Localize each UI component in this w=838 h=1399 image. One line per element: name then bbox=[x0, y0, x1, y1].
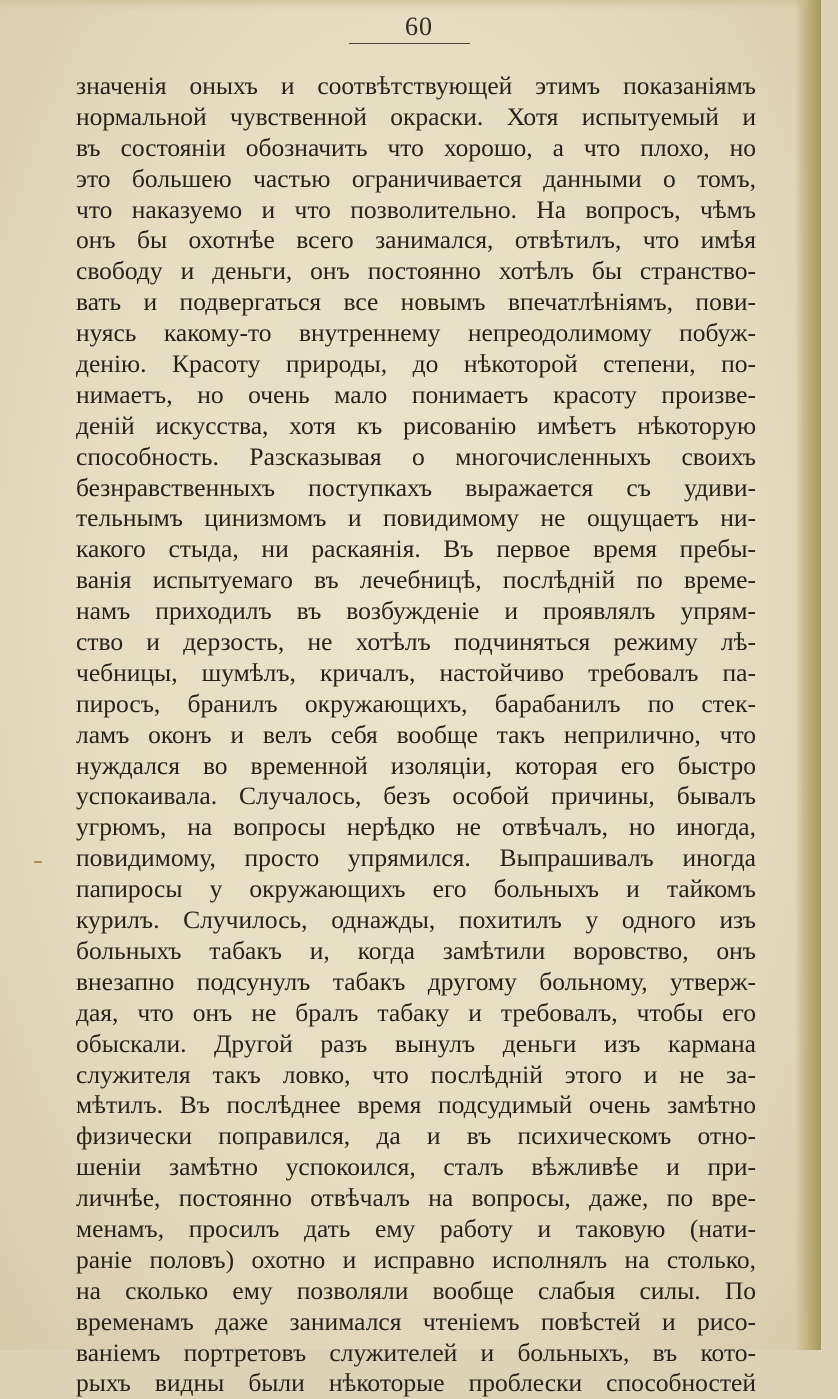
text-line: раніе половъ) охотно и исправно исполнялъ на столько, bbox=[76, 1244, 756, 1274]
text-line: тельнымъ цинизмомъ и повидимому не ощущаетъ ни- bbox=[76, 503, 756, 533]
text-line: въ состояніи обозначить что хорошо, а что плохо, но bbox=[76, 132, 756, 162]
text-line: угрюмъ, на вопросы нерѣдко не отвѣчалъ, но иногда, bbox=[76, 812, 756, 842]
page-right-edge bbox=[795, 0, 821, 1350]
text-line: свободу и деньги, онъ постоянно хотѣлъ бы странство- bbox=[76, 256, 756, 286]
text-line: успокаивала. Случалось, безъ особой причины, бывалъ bbox=[76, 781, 756, 811]
text-line: онъ бы охотнѣе всего занимался, отвѣтилъ, что имѣя bbox=[76, 225, 756, 255]
text-line: повидимому, просто упрямился. Выпрашивалъ иногда bbox=[76, 843, 756, 873]
text-line: деній искусства, хотя къ рисованію имѣетъ нѣкоторую bbox=[76, 410, 756, 440]
text-line: шеніи замѣтно успокоился, сталъ вѣжливѣе и при- bbox=[76, 1152, 756, 1182]
text-line: безнравственныхъ поступкахъ выражается съ удиви- bbox=[76, 472, 756, 502]
text-line: мѣтилъ. Въ послѣднее время подсудимый очень замѣтно bbox=[76, 1090, 756, 1120]
text-line: нормальной чувственной окраски. Хотя испытуемый и bbox=[76, 101, 756, 131]
text-line: курилъ. Случилось, однажды, похитилъ у одного изъ bbox=[76, 905, 756, 935]
header-rule bbox=[349, 43, 470, 44]
text-line: личнѣе, постоянно отвѣчалъ на вопросы, даже, по вре- bbox=[76, 1183, 756, 1213]
text-line: физически поправился, да и въ психическомъ отно- bbox=[76, 1121, 756, 1151]
text-line: ванія испытуемаго въ лечебницѣ, послѣдній по време- bbox=[76, 565, 756, 595]
text-line: что наказуемо и что позволительно. На вопросъ, чѣмъ bbox=[76, 194, 756, 224]
text-line: какого стыда, ни раскаянія. Въ первое время пребы- bbox=[76, 534, 756, 564]
text-line: временамъ даже занимался чтеніемъ повѣстей и рисо- bbox=[76, 1306, 756, 1336]
page-top-edge bbox=[0, 0, 821, 10]
text-line: дая, что онъ не бралъ табаку и требовалъ, чтобы его bbox=[76, 997, 756, 1027]
text-line: это большею частью ограничивается данными о томъ, bbox=[76, 163, 756, 193]
text-line: чебницы, шумѣлъ, кричалъ, настойчиво требовалъ па- bbox=[76, 657, 756, 687]
text-line: менамъ, просилъ дать ему работу и таковую (нати- bbox=[76, 1213, 756, 1243]
text-line: на сколько ему позволяли вообще слабыя силы. По bbox=[76, 1275, 756, 1305]
text-line: пиросъ, бранилъ окружающихъ, барабанилъ по стек- bbox=[76, 688, 756, 718]
text-line: намъ приходилъ въ возбужденіе и проявлялъ упрям- bbox=[76, 596, 756, 626]
text-line: обыскали. Другой разъ вынулъ деньги изъ кармана bbox=[76, 1028, 756, 1058]
text-line: ламъ оконъ и велъ себя вообще такъ неприлично, что bbox=[76, 719, 756, 749]
text-line: рыхъ видны были нѣкоторые проблески способностей bbox=[76, 1368, 756, 1398]
text-line: нимаетъ, но очень мало понимаетъ красоту произве- bbox=[76, 379, 756, 409]
text-line: нуждался во временной изоляціи, которая его быстро bbox=[76, 750, 756, 780]
margin-mark bbox=[34, 861, 42, 863]
text-line: нуясь какому-то внутреннему непреодолимому побуж- bbox=[76, 318, 756, 348]
page-number: 60 bbox=[405, 12, 433, 41]
text-line: значенія оныхъ и соотвѣтствующей этимъ показаніямъ bbox=[76, 71, 756, 100]
text-line: больныхъ табакъ и, когда замѣтили воровство, онъ bbox=[76, 935, 756, 965]
text-line: ваніемъ портретовъ служителей и больныхъ, въ кото- bbox=[76, 1337, 756, 1367]
text-line: ство и дерзость, не хотѣлъ подчиняться режиму лѣ- bbox=[76, 627, 756, 657]
text-line: внезапно подсунулъ табакъ другому больному, утверж- bbox=[76, 966, 756, 996]
text-line: папиросы у окружающихъ его больныхъ и тайкомъ bbox=[76, 874, 756, 904]
text-line: способность. Разсказывая о многочисленныхъ своихъ bbox=[76, 441, 756, 471]
text-line: денію. Красоту природы, до нѣкоторой степени, по- bbox=[76, 349, 756, 379]
body-text bbox=[76, 71, 756, 1399]
text-line: служителя такъ ловко, что послѣдній этого и не за- bbox=[76, 1059, 756, 1089]
text-line: вать и подвергаться все новымъ впечатлѣніямъ, пови- bbox=[76, 287, 756, 317]
